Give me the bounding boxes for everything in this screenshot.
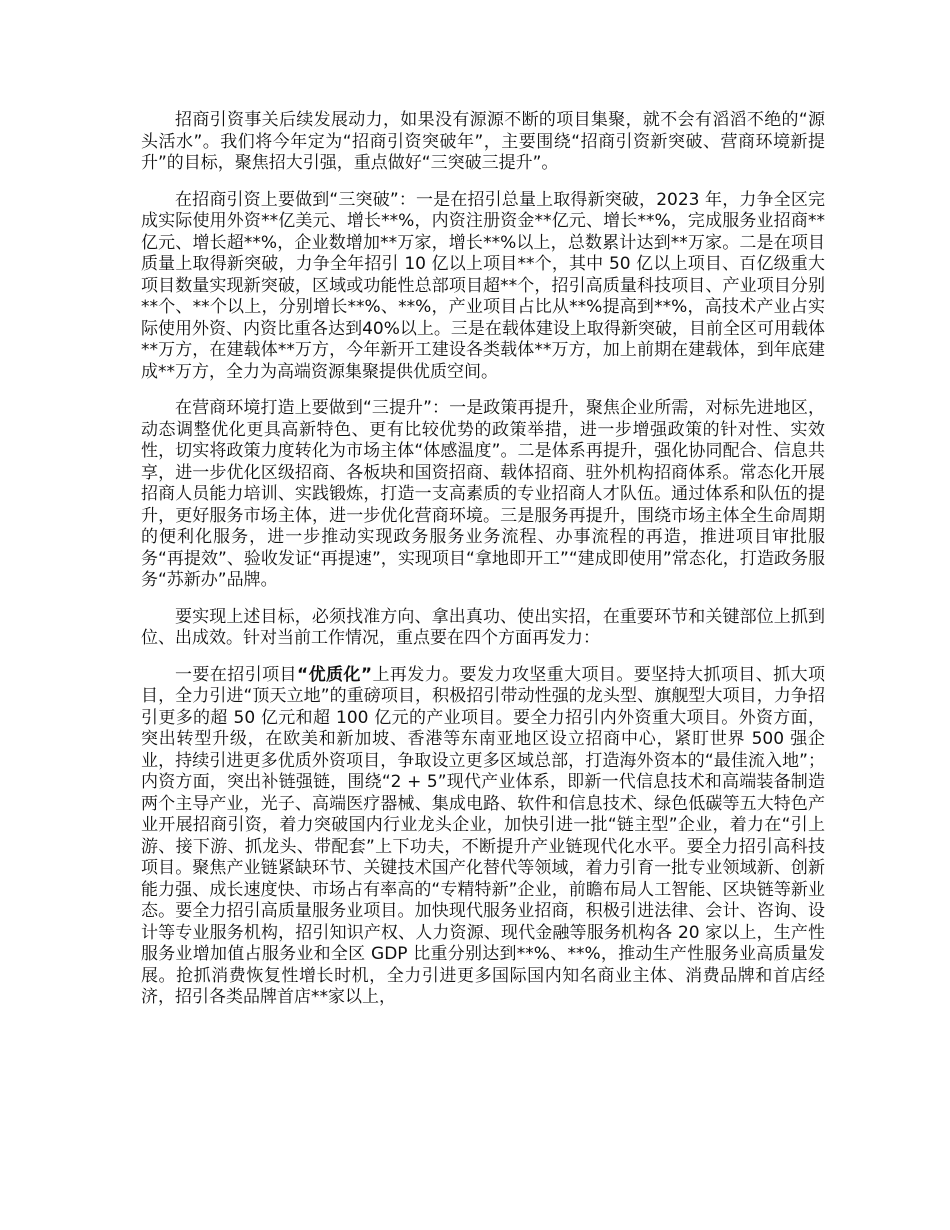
paragraph-three-improvements: 在营商环境打造上要做到“三提升”：一是政策再提升，聚焦企业所需，对标先进地区，动态调整优化更具高新特色、更有比较优势的政策举措，进一步增强政策的针对性、实效性，切实将政策力度转化为市场主体“体感温度”。二是体系再提升，强化协同配合、信息共享，进一步优化区级招商、各板块和国资招商、载体招商、驻外机构招商体系。常态化开展招商人员能力培训、实践锻炼，打造一支高素质的专业招商人才队伍。通过体系和队伍的提升，更好服务市场主体，进一步优化营商环境。三是服务再提升，围绕市场主体全生命周期的便利化服务，进一步推动实现政务服务业务流程、办事流程的再造，推进项目审批服务“再提效”、验收发证“再提速”，实现项目“拿地即开工”“建成即使用”常态化，打造政务服务“苏新办”品牌。 — [141, 398, 825, 590]
paragraph-intro-text: 一要在招引项目 — [175, 664, 297, 685]
emphasis-text: “优质化” — [296, 664, 373, 685]
document-page — [141, 110, 825, 1024]
paragraph-body-text: 上再发力。要发力攻坚重大项目。要坚持大抓项目、抓大项目，全力引进“顶天立地”的重磅项目，积极招引带动性强的龙头型、旗舰型大项目，力争招引更多的超 50 亿元和超 100 亿元的产业项目。要全力招引内外资重大项目。外资方面，突出转型升级，在欧美和新加坡、香港等东南亚地区设立招商中心，紧盯世界 500 强企业，持续引进更多优质外资项目，争取设立更多区域总部，打造海外资本的“最佳流入地”；内资方面，突出补链强链，围绕“2 + 5”现代产业体系，即新一代信息技术和高端装备制造两个主导产业，光子、高端医疗器械、集成电路、软件和信息技术、绿色低碳等五大特色产业开展招商引资，着力突破国内行业龙头企业，加快引进一批“链主型”企业，着力在“引上游、接下游、抓龙头、带配套”上下功夫，不断提升产业链现代化水平。要全力招引高科技项目。聚焦产业链紧缺环节、关键技术国产化替代等领域，着力引育一批专业领域新、创新能力强、成长速度快、市场占有率高的“专精特新”企业，前瞻布局人工智能、区块链等新业态。要全力招引高质量服务业项目。加快现代服务业招商，积极引进法律、会计、咨询、设计等专业服务机构，招引知识产权、人力资源、现代金融等服务机构各 20 家以上，生产性服务业增加值占服务业和全区 GDP 比重分别达到**%、**%，推动生产性服务业高质量发展。抢抓消费恢复性增长时机，全力引进更多国际国内知名商业主体、消费品牌和首店经济，招引各类品牌首店**家以上， — [141, 664, 826, 1007]
paragraph-quality-projects — [141, 665, 825, 1009]
paragraph-intro: 招商引资事关后续发展动力，如果没有源源不断的项目集聚，就不会有滔滔不绝的“源头活水”。我们将今年定为“招商引资突破年”，主要围绕“招商引资新突破、营商环境新提升”的目标，聚焦招大引强，重点做好“三突破三提升”。 — [141, 110, 825, 173]
paragraph-three-breakthroughs: 在招商引资上要做到“三突破”：一是在招引总量上取得新突破，2023 年，力争全区完成实际使用外资**亿美元、增长**%，内资注册资金**亿元、增长**%，完成服务业招商**亿元、增长超**%，企业数增加**万家，增长**%以上，总数累计达到**万家。二是在项目质量上取得新突破，力争全年招引 10 亿以上项目**个，其中 50 亿以上项目、百亿级重大项目数量实现新突破，区域或功能性总部项目超**个，招引高质量科技项目、产业项目分别**个、**个以上，分别增长**%、**%，产业项目占比从**%提高到**%，高技术产业占实际使用外资、内资比重各达到40%以上。三是在载体建设上取得新突破，目前全区可用载体**万方，在建载体**万方，今年新开工建设各类载体**万方，加上前期在建载体，到年底建成**万方，全力为高端资源集聚提供优质空间。 — [141, 189, 825, 382]
paragraph-four-focus-areas: 要实现上述目标，必须找准方向、拿出真功、使出实招，在重要环节和关键部位上抓到位、出成效。针对当前工作情况，重点要在四个方面再发力： — [141, 606, 825, 648]
